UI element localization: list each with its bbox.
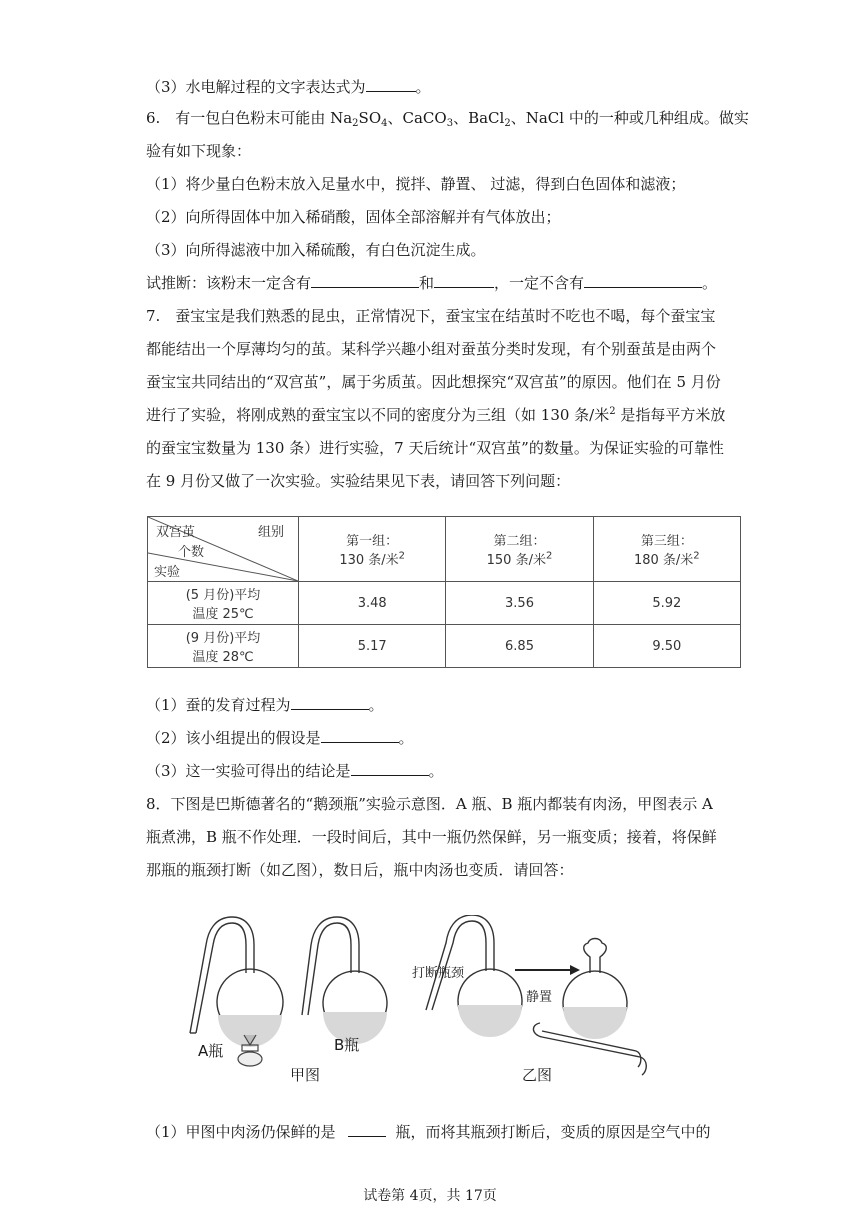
text: 8．下图是巴斯德著名的“鹅颈瓶”实验示意图．A 瓶、B 瓶内都装有肉汤，甲图表示 A: [146, 795, 713, 813]
text: 。: [702, 274, 718, 292]
table-row: [148, 582, 741, 625]
figure-caption-jia: 甲图: [290, 1066, 321, 1084]
answer-blank[interactable]: [321, 728, 399, 743]
superscript: 2: [693, 550, 700, 562]
text: SO: [358, 109, 382, 127]
figure-caption-yi: 乙图: [522, 1066, 553, 1084]
answer-blank[interactable]: [351, 761, 429, 776]
question-6-step-2: [146, 207, 561, 227]
row-header: [148, 582, 299, 625]
question-7-answer-1: [146, 695, 384, 715]
answer-blank[interactable]: [348, 1122, 386, 1137]
table-cell: 6.85: [446, 625, 593, 668]
question-6-step-1: [146, 174, 685, 194]
text: 、CaCO: [387, 109, 447, 127]
text: 是指每平方米放: [615, 406, 726, 424]
header-label: 实验: [154, 565, 181, 580]
text: 的蚕宝宝数量为 130 条）进行实验，7 天后统计“双宫茧”的数量。为保证实验的可靠性: [146, 439, 724, 457]
text: （3）水电解过程的文字表达式为: [146, 78, 366, 96]
text: 、NaCl 中的一种或几种组成。做实: [510, 109, 749, 127]
text: （1）将少量白色粉末放入足量水中，搅拌、静置、 过滤，得到白色固体和滤液；: [146, 175, 686, 193]
text: 试推断：该粉末一定含有: [146, 274, 312, 292]
table-header-row: [148, 517, 741, 582]
text: 都能结出一个厚薄均匀的茧。某科学兴趣小组对蚕茧分类时发现，有个别蚕茧是由两个: [146, 340, 717, 358]
question-6-line: [146, 141, 251, 161]
flask-a-label: A瓶: [198, 1042, 224, 1060]
question-6-stem: [146, 108, 749, 128]
text: （1）甲图中肉汤仍保鲜的是: [146, 1123, 336, 1141]
column-header: [593, 517, 740, 582]
swan-neck-flask-figure: [170, 915, 650, 1095]
column-density: 130 条/米: [339, 553, 399, 568]
subscript: 3: [446, 118, 454, 129]
superscript: 2: [545, 550, 553, 562]
table-cell: 5.17: [299, 625, 446, 668]
subscript: 2: [504, 118, 511, 129]
text: 和: [419, 274, 435, 292]
table-cell: 3.48: [299, 582, 446, 625]
answer-blank[interactable]: [434, 273, 494, 288]
text: （1）蚕的发育过程为: [146, 696, 291, 714]
row-label: 温度 25℃: [192, 607, 254, 622]
arrow-icon: [515, 965, 580, 975]
table-cell: 9.50: [593, 625, 740, 668]
table-cell: 3.56: [446, 582, 593, 625]
header-label: 组别: [258, 525, 285, 540]
column-title: 第二组：: [493, 534, 546, 549]
question-8-line-3: [146, 860, 574, 880]
column-title: 第三组：: [640, 534, 693, 549]
question-7-line-4: [146, 405, 725, 425]
text: 。: [398, 729, 414, 747]
flask-b-label: B瓶: [334, 1036, 360, 1054]
text: 进行了实验，将刚成熟的蚕宝宝以不同的密度分为三组（如 130 条/米: [146, 406, 610, 424]
row-label: (5 月份)平均: [185, 588, 261, 603]
diagonal-header-cell: [148, 517, 299, 582]
question-7-line-5: [146, 438, 724, 458]
question-7-line-2: [146, 339, 716, 359]
flask-a: [190, 917, 283, 1047]
subscript: 2: [352, 118, 359, 129]
superscript: 2: [609, 406, 616, 417]
text: 瓶，而将其瓶颈打断后，变质的原因是空气中的: [395, 1123, 711, 1141]
text: （3）这一实验可得出的结论是: [146, 762, 351, 780]
table-cell: 5.92: [593, 582, 740, 625]
question-7-line-3: [146, 372, 721, 392]
text: （3）向所得滤液中加入稀硫酸，有白色沉淀生成。: [146, 241, 486, 259]
text: 在 9 月份又做了一次实验。实验结果见下表，请回答下列问题：: [146, 472, 571, 490]
row-label: 温度 28℃: [192, 650, 254, 665]
arrow-label-rest: 静置: [526, 990, 553, 1005]
question-7-answer-3: [146, 761, 444, 781]
column-density: 180 条/米: [633, 553, 694, 568]
header-label: 双宫茧: [156, 525, 196, 540]
question-7-line-6: [146, 471, 570, 491]
text: 、BaCl: [453, 109, 505, 127]
column-header: [299, 517, 446, 582]
question-8-answer-1: [146, 1122, 711, 1142]
question-8-line-1: [146, 794, 713, 814]
row-label: (9 月份)平均: [185, 631, 261, 646]
question-6-step-3: [146, 240, 486, 260]
text: 7. 蚕宝宝是我们熟悉的昆虫，正常情况下，蚕宝宝在结茧时不吃也不喝，每个蚕宝宝: [146, 307, 716, 325]
row-header: [148, 625, 299, 668]
answer-blank[interactable]: [311, 273, 419, 288]
text: 那瓶的瓶颈打断（如乙图），数日后，瓶中肉汤也变质．请回答：: [146, 861, 574, 879]
text: （2）向所得固体中加入稀硝酸，固体全部溶解并有气体放出；: [146, 208, 561, 226]
answer-blank[interactable]: [366, 77, 416, 92]
page-footer: 试卷第 4页，共 17页: [363, 1188, 497, 1204]
question-5-part-3: [146, 77, 431, 97]
results-table: [147, 516, 741, 668]
flask-b: [302, 917, 387, 1044]
answer-blank[interactable]: [584, 273, 702, 288]
table-row: [148, 625, 741, 668]
answer-blank[interactable]: [291, 695, 369, 710]
text: Na: [330, 109, 353, 127]
arrow-label-break-neck: 打断瓶颈: [412, 966, 465, 981]
header-label: 个数: [178, 545, 205, 560]
flask-yi-right: [533, 939, 646, 1076]
column-title: 第一组：: [346, 534, 399, 549]
superscript: 2: [398, 550, 406, 562]
text: 。: [428, 762, 444, 780]
text: 。: [415, 78, 431, 96]
question-6-inference: [146, 273, 717, 293]
text: 6. 有一包白色粉末可能由: [146, 109, 331, 127]
text: 瓶煮沸，B 瓶不作处理．一段时间后，其中一瓶仍然保鲜，另一瓶变质；接着，将保鲜: [146, 828, 717, 846]
text: ，一定不含有: [494, 274, 585, 292]
question-7-line-1: [146, 306, 715, 326]
text: 。: [368, 696, 384, 714]
text: （2）该小组提出的假设是: [146, 729, 321, 747]
text: 蚕宝宝共同结出的“双宫茧”，属于劣质茧。因此想探究“双宫茧”的原因。他们在 5 月份: [146, 373, 721, 391]
subscript: 4: [381, 118, 388, 129]
column-density: 150 条/米: [486, 553, 546, 568]
column-header: [446, 517, 593, 582]
text: 验有如下现象：: [146, 142, 252, 160]
question-8-line-2: [146, 827, 717, 847]
question-7-answer-2: [146, 728, 414, 748]
